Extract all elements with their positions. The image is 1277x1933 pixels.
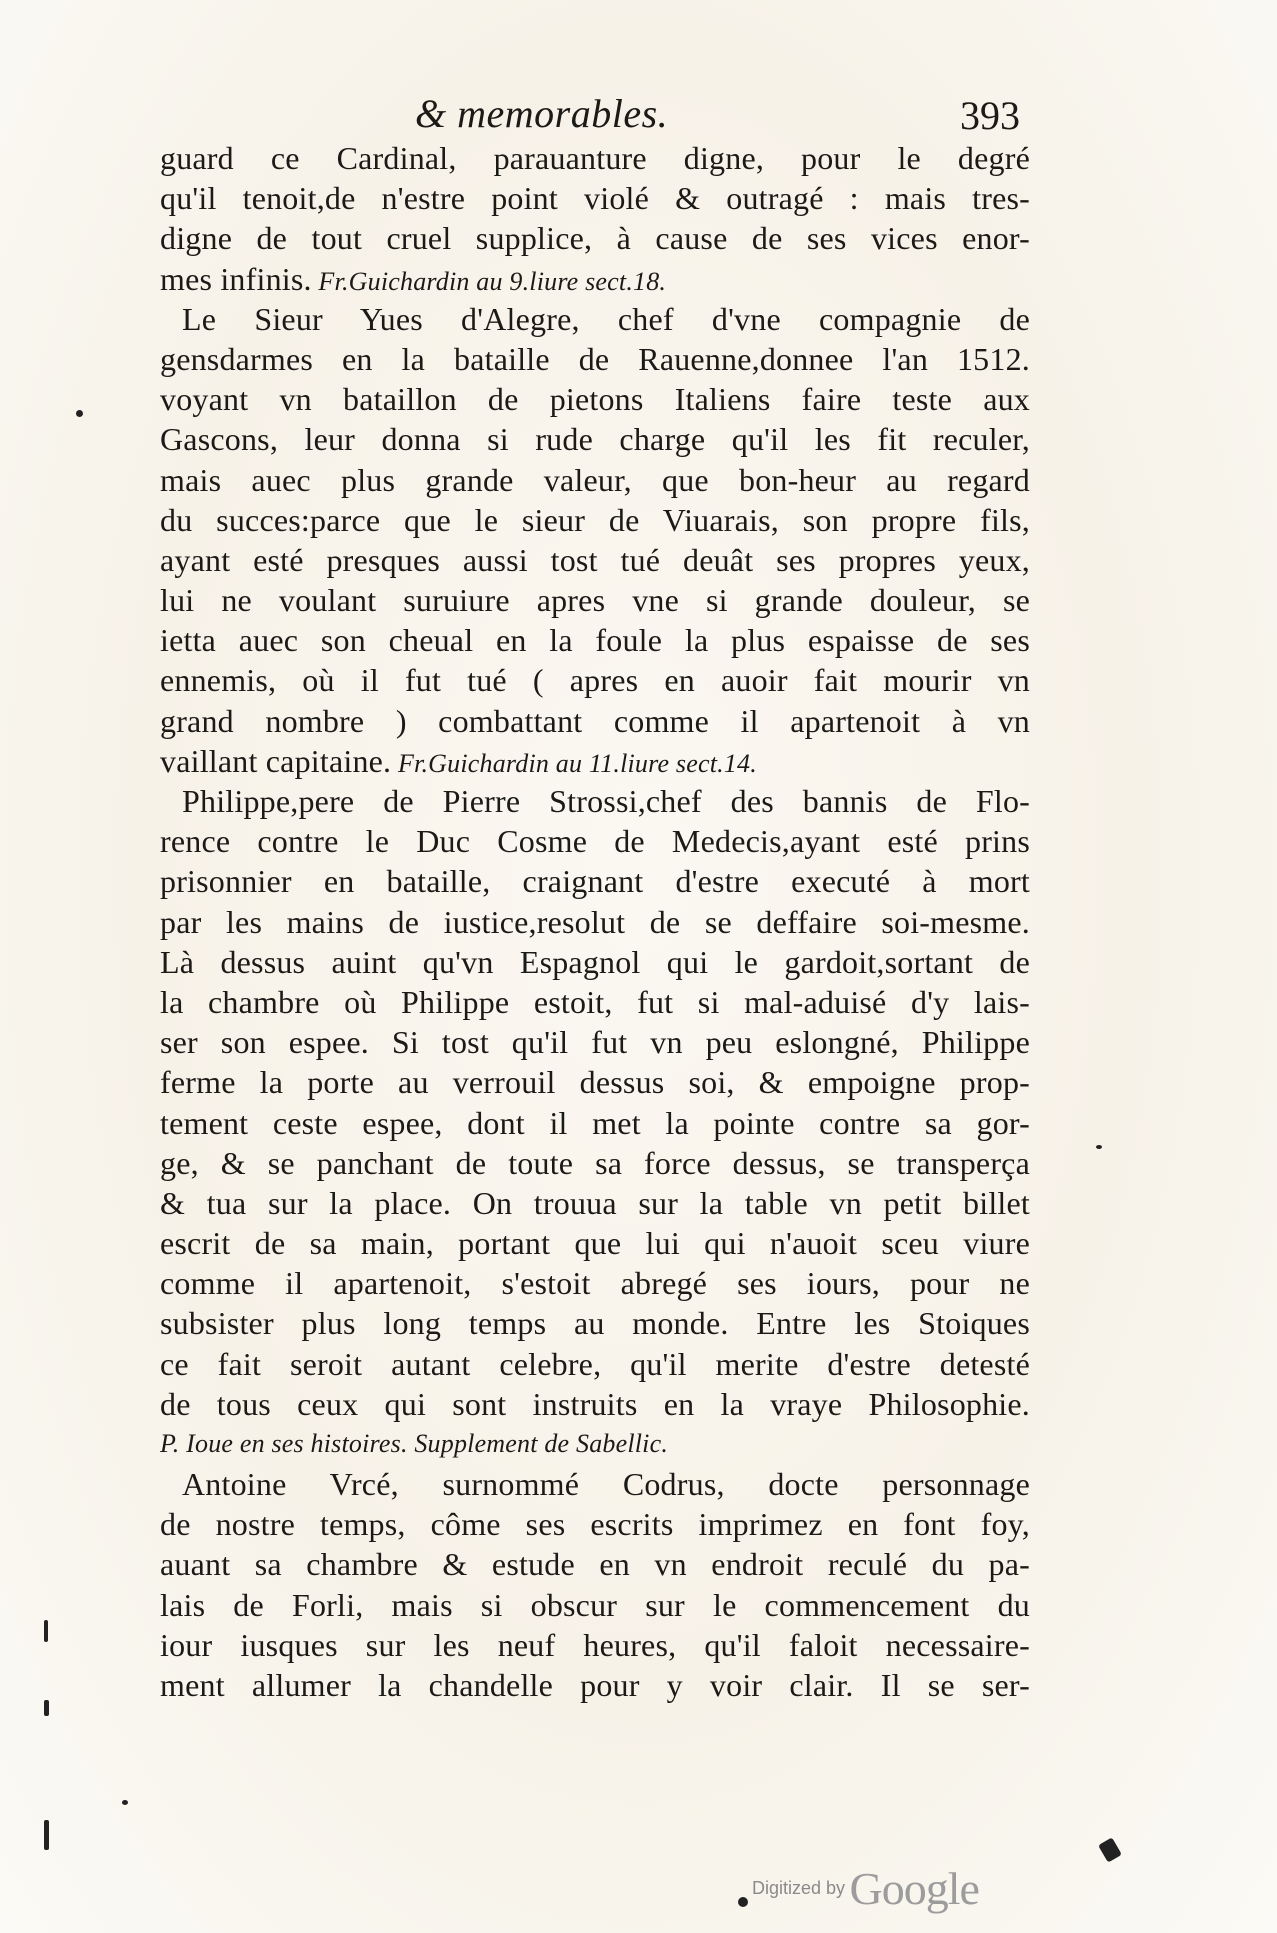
line-text: lui ne voulant suruiure apres vne si grande douleur, se — [160, 582, 1030, 619]
citation: Fr.Guichardin au 11.liure sect.14. — [391, 748, 757, 778]
text-line — [160, 741, 1030, 781]
line-text: par les mains de iustice,resolut de se deffaire soi-mesme. — [160, 903, 1030, 940]
text-line — [160, 1464, 1030, 1504]
text-line — [160, 1544, 1030, 1584]
citation: Fr.Guichardin au 9.liure sect.18. — [311, 266, 667, 296]
text-line — [160, 299, 1030, 339]
line-text: Philippe,pere de Pierre Strossi,chef des bannis de Flo- — [182, 783, 1030, 819]
line-text: iour iusques sur les neuf heures, qu'il faloit necessaire- — [160, 1626, 1030, 1663]
text-line — [160, 1183, 1030, 1223]
line-text: de tous ceux qui sont instruits en la vraye Philosophie. — [160, 1385, 1030, 1422]
print-speck — [1096, 1145, 1102, 1149]
text-line — [160, 1344, 1030, 1384]
text-line — [160, 500, 1030, 540]
text-line — [160, 982, 1030, 1022]
text-line — [160, 821, 1030, 861]
line-text: ge, & se panchant de toute sa force dessus, se transperça — [160, 1144, 1030, 1181]
text-line — [160, 701, 1030, 741]
line-text: ce fait seroit autant celebre, qu'il merite d'estre detesté — [160, 1345, 1030, 1382]
text-line — [160, 902, 1030, 942]
text-line — [160, 460, 1030, 500]
line-text: gensdarmes en la bataille de Rauenne,donnee l'an 1512. — [160, 340, 1030, 377]
line-text: mes infinis. — [160, 260, 312, 297]
line-text: ietta auec son cheual en la foule la plus espaisse de ses — [160, 622, 1030, 659]
running-title: & memorables. — [415, 91, 669, 136]
text-line — [160, 259, 1030, 299]
text-line — [160, 178, 1030, 218]
print-speck — [44, 1700, 49, 1716]
text-line — [160, 1103, 1030, 1143]
text-line — [160, 1384, 1030, 1424]
text-line — [160, 1585, 1030, 1625]
line-text: ferme la porte au verrouil dessus soi, & empoigne prop- — [160, 1064, 1030, 1101]
line-text: la chambre où Philippe estoit, fut si mal-aduisé d'y lais- — [160, 983, 1030, 1020]
text-block — [160, 90, 1030, 1705]
line-text: de nostre temps, côme ses escrits imprimez en font foy, — [160, 1506, 1030, 1543]
line-text: Le Sieur Yues d'Alegre, chef d'vne compagnie de — [182, 300, 1030, 337]
text-line — [160, 1303, 1030, 1343]
citation: P. Ioue en ses histoires. Supplement de Sabellic. — [160, 1429, 669, 1458]
print-speck — [44, 1820, 49, 1850]
text-line — [160, 1223, 1030, 1263]
text-line — [160, 1062, 1030, 1102]
line-text: ennemis, où il fut tué ( apres en auoir fait mourir vn — [160, 662, 1030, 699]
body-text — [160, 138, 1030, 1705]
text-line — [160, 379, 1030, 419]
text-line — [160, 580, 1030, 620]
line-text: comme il apartenoit, s'estoit abregé ses iours, pour ne — [160, 1265, 1030, 1302]
line-text: subsister plus long temps au monde. Entre les Stoiques — [160, 1305, 1030, 1342]
line-text: digne de tout cruel supplice, à cause de ses vices enor- — [160, 220, 1030, 257]
text-line — [160, 942, 1030, 982]
line-text: qu'il tenoit,de n'estre point violé & outragé : mais tres- — [160, 180, 1030, 217]
print-speck — [738, 1897, 748, 1907]
text-line — [160, 1143, 1030, 1183]
line-text: tement ceste espee, dont il met la pointe contre sa gor- — [160, 1104, 1030, 1141]
text-line — [160, 138, 1030, 178]
print-speck — [122, 1800, 128, 1805]
line-text: du succes:parce que le sieur de Viuarais, son propre fils, — [160, 501, 1030, 538]
line-text: & tua sur la place. On trouua sur la table vn petit billet — [160, 1184, 1030, 1221]
page-number: 393 — [960, 93, 1020, 138]
line-text: grand nombre ) combattant comme il apartenoit à vn — [160, 702, 1030, 739]
text-line — [160, 1263, 1030, 1303]
line-text: auant sa chambre & estude en vn endroit reculé du pa- — [160, 1546, 1030, 1583]
print-speck — [76, 410, 83, 417]
text-line — [160, 861, 1030, 901]
line-text: ser son espee. Si tost qu'il fut vn peu eslongné, Philippe — [160, 1024, 1030, 1061]
line-text: ayant esté presques aussi tost tué deuât ses propres yeux, — [160, 541, 1030, 578]
text-line — [160, 419, 1030, 459]
text-line — [160, 781, 1030, 821]
digitized-watermark — [752, 1862, 979, 1915]
line-text: voyant vn bataillon de pietons Italiens faire teste aux — [160, 381, 1030, 418]
line-text: rence contre le Duc Cosme de Medecis,ayant esté prins — [160, 823, 1030, 860]
print-speck — [44, 1620, 48, 1642]
text-line — [160, 1424, 1030, 1464]
text-line — [160, 1625, 1030, 1665]
text-line — [160, 339, 1030, 379]
text-line — [160, 218, 1030, 258]
text-line — [160, 1504, 1030, 1544]
print-speck — [1098, 1837, 1122, 1862]
text-line — [160, 1022, 1030, 1062]
line-text: vaillant capitaine. — [160, 742, 392, 779]
text-line — [160, 1665, 1030, 1705]
line-text: Antoine Vrcé, surnommé Codrus, docte personnage — [182, 1466, 1030, 1502]
line-text: lais de Forli, mais si obscur sur le commencement du — [160, 1586, 1030, 1623]
line-text: prisonnier en bataille, craignant d'estre executé à mort — [160, 863, 1030, 900]
digitized-by-label: Digitized by — [752, 1878, 846, 1898]
text-line — [160, 660, 1030, 700]
text-line — [160, 540, 1030, 580]
page-header — [160, 90, 1030, 138]
text-line — [160, 620, 1030, 660]
google-logo: Google — [849, 1863, 979, 1914]
line-text: Gascons, leur donna si rude charge qu'il les fit reculer, — [160, 421, 1030, 458]
line-text: ment allumer la chandelle pour y voir clair. Il se ser- — [160, 1666, 1030, 1703]
line-text: mais auec plus grande valeur, que bon-heur au regard — [160, 461, 1030, 498]
line-text: guard ce Cardinal, parauanture digne, pour le degré — [160, 140, 1030, 176]
line-text: escrit de sa main, portant que lui qui n'auoit sceu viure — [160, 1225, 1030, 1262]
line-text: Là dessus auint qu'vn Espagnol qui le gardoit,sortant de — [160, 943, 1030, 980]
